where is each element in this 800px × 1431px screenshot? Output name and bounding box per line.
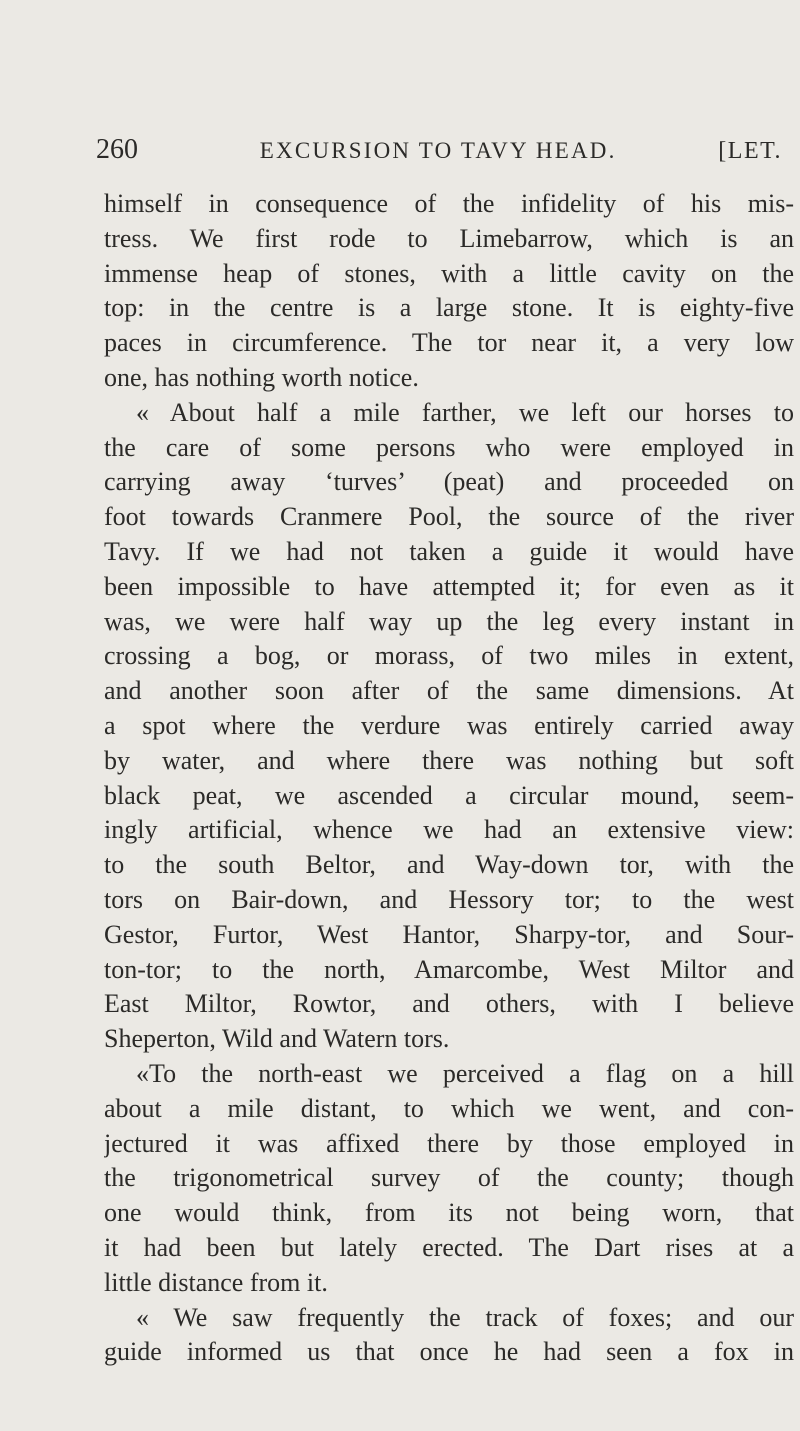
text-line: been impossible to have attempted it; for even as it: [104, 571, 794, 601]
section-tag: [LET.: [718, 138, 782, 164]
text-line: «To the north-east we perceived a flag on a hill: [136, 1058, 794, 1088]
text-line: ingly artificial, whence we had an extensive view:: [104, 815, 794, 845]
text-line: and another soon after of the same dimensions. At: [104, 676, 794, 706]
text-line: to the south Beltor, and Way-down tor, with the: [104, 850, 794, 880]
text-line: immense heap of stones, with a little cavity on the: [104, 258, 794, 288]
text-line: crossing a bog, or morass, of two miles in extent,: [104, 641, 794, 671]
text-line: a spot where the verdure was entirely carried away: [104, 710, 794, 740]
text-line: « About half a mile farther, we left our horses to: [136, 397, 794, 427]
text-line: by water, and where there was nothing but soft: [104, 745, 794, 775]
text-line: himself in consequence of the infidelity of his mis-: [104, 189, 794, 218]
text-line: tors on Bair-down, and Hessory tor; to the west: [104, 884, 794, 914]
text-line: foot towards Cranmere Pool, the source of the river: [104, 502, 794, 532]
page-number: 260: [96, 134, 138, 165]
body-text: [104, 187, 794, 1370]
text-line: tress. We first rode to Limebarrow, which is an: [104, 223, 794, 253]
text-line: « We saw frequently the track of foxes; and our: [136, 1302, 794, 1332]
text-line: one, has nothing worth notice.: [104, 362, 419, 392]
text-line: it had been but lately erected. The Dart rises at a: [104, 1232, 794, 1262]
text-line: the trigonometrical survey of the county; though: [104, 1163, 794, 1193]
text-line: one would think, from its not being worn, that: [104, 1198, 794, 1228]
text-line: black peat, we ascended a circular mound, seem-: [104, 780, 794, 810]
running-head: [96, 134, 782, 170]
running-title: EXCURSION TO TAVY HEAD.: [259, 138, 617, 163]
text-line: paces in circumference. The tor near it, a very low: [104, 328, 794, 358]
text-line: Sheperton, Wild and Watern tors.: [104, 1024, 450, 1054]
text-line: about a mile distant, to which we went, and con-: [104, 1093, 794, 1123]
text-line: top: in the centre is a large stone. It is eighty-five: [104, 293, 794, 323]
text-line: Tavy. If we had not taken a guide it would have: [104, 536, 794, 566]
text-line: jectured it was affixed there by those employed in: [104, 1128, 794, 1158]
text-line: guide informed us that once he had seen a fox in: [104, 1337, 794, 1367]
text-line: Gestor, Furtor, West Hantor, Sharpy-tor, and Sour-: [104, 919, 794, 949]
text-line: carrying away ‘turves’ (peat) and proceeded on: [104, 467, 794, 497]
text-line: ton-tor; to the north, Amarcombe, West Miltor and: [104, 954, 794, 984]
text-line: the care of some persons who were employed in: [104, 432, 794, 462]
text-line: East Miltor, Rowtor, and others, with I believe: [104, 989, 794, 1019]
text-line: was, we were half way up the leg every instant in: [104, 606, 794, 636]
text-line: little distance from it.: [104, 1267, 328, 1297]
